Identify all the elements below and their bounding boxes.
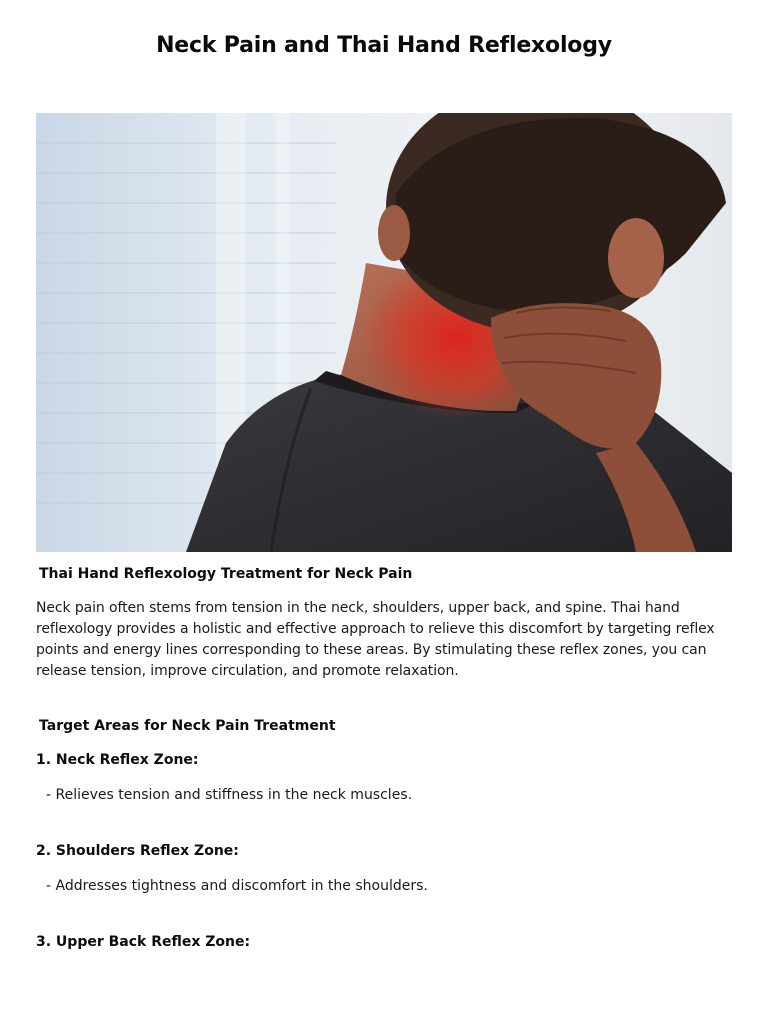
neck-pain-photo <box>36 113 732 552</box>
target-areas-heading: Target Areas for Neck Pain Treatment <box>39 718 336 734</box>
zone-title-neck: 1. Neck Reflex Zone: <box>36 752 199 768</box>
zone-title-shoulders: 2. Shoulders Reflex Zone: <box>36 843 239 859</box>
page-title: Neck Pain and Thai Hand Reflexology <box>156 33 612 58</box>
zone-title-upper-back: 3. Upper Back Reflex Zone: <box>36 934 251 950</box>
intro-paragraph: Neck pain often stems from tension in the neck, shoulders, upper back, and spine. Thai hand reflexology provides a holistic and effective approach to relieve this discomfort by targeting reflex points and energy lines corresponding to these areas. By stimulating these reflex zones, you can release tension, improve circulation, and promote relaxation. <box>36 600 715 679</box>
zone-desc-neck: - Relieves tension and stiffness in the neck muscles. <box>46 787 413 803</box>
zone-desc-shoulders: - Addresses tightness and discomfort in the shoulders. <box>46 878 428 894</box>
intro-heading: Thai Hand Reflexology Treatment for Neck Pain <box>39 566 413 582</box>
